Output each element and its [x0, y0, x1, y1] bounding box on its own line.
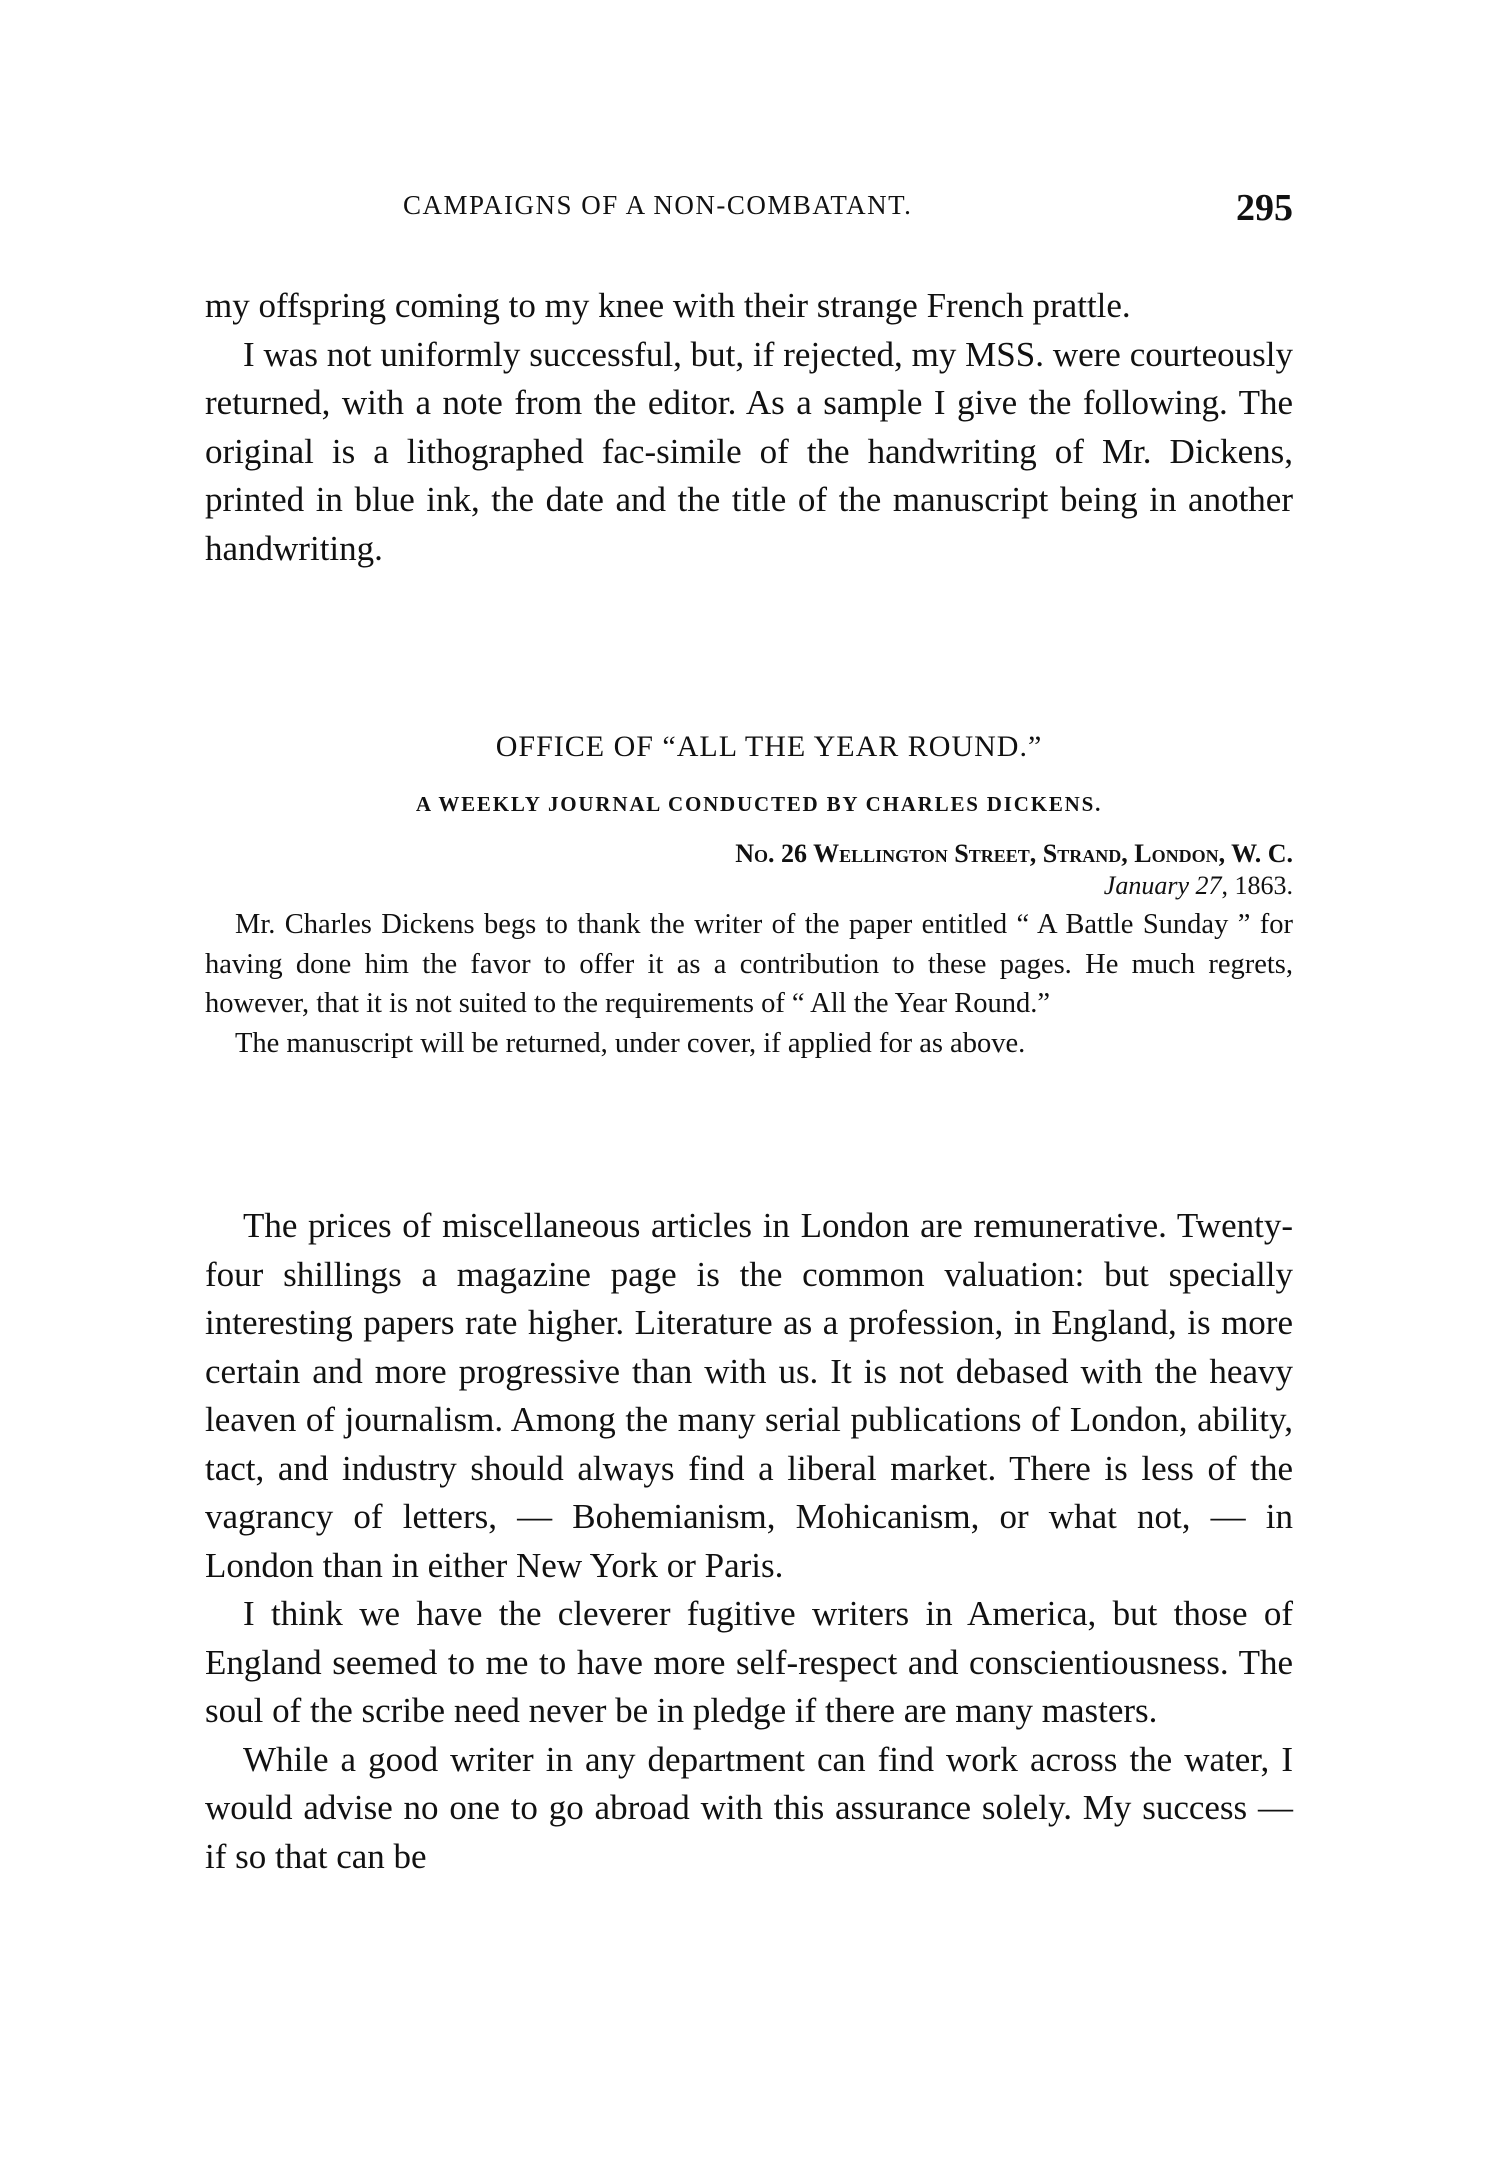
letter-date: [205, 871, 1293, 901]
paragraph-continuation: my offspring coming to my knee with their strange French prattle.: [205, 286, 1131, 325]
paragraph: I was not uniformly successful, but, if rejected, my MSS. were courteously returned, with a note from the editor. As a sample I give the following. The original is a lithographed fac-simile of the handwriting of Mr. Dickens, printed in blue ink, the date and the title of the manuscript being in another handwriting.: [205, 334, 1293, 568]
paragraph: While a good writer in any department can find work across the water, I would advise no one to go abroad with this assurance solely. My success — if so that can be: [205, 1739, 1293, 1876]
section-main: [205, 1202, 1293, 1881]
page-number: 295: [1236, 187, 1293, 229]
letter-body: [205, 905, 1293, 1063]
letter-paragraph: Mr. Charles Dickens begs to thank the writer of the paper entitled “ A Battle Sunday ” for having done him the favor to offer it as a contribution to these pages. He much regrets, however, that it is not suited to the requirements of “ All the Year Round.”: [205, 909, 1293, 1019]
paragraph: The prices of miscellaneous articles in London are remunerative. Twenty-four shillings a magazine page is the common valuation: but specially interesting papers rate higher. Literature as a profession, in England, is more certain and more progressive than with us. It is not debased with the heavy leaven of journalism. Among the many serial publications of London, ability, tact, and industry should always find a liberal market. There is less of the vagrancy of letters, — Bohemianism, Mohicanism, or what not, — in London than in either New York or Paris.: [205, 1206, 1293, 1585]
running-title: CAMPAIGNS OF A NON-COMBATANT.: [403, 190, 913, 220]
section-intro: [205, 282, 1293, 573]
paragraph: I think we have the cleverer fugitive writers in America, but those of England seemed to me to have more self-respect and conscientiousness. The soul of the scribe need never be in pledge if there are many masters.: [205, 1594, 1293, 1730]
quoted-letter: [205, 730, 1293, 1063]
letter-date-month-day: January 27: [1103, 871, 1222, 900]
letter-subtitle: A WEEKLY JOURNAL CONDUCTED BY CHARLES DICKENS.: [415, 792, 1103, 816]
letter-date-year: , 1863.: [1221, 871, 1293, 900]
letter-address: No. 26 Wellington Street, Strand, London, W. C.: [735, 839, 1293, 868]
letter-paragraph: The manuscript will be returned, under cover, if applied for as above.: [235, 1027, 1026, 1059]
running-head: [205, 186, 1293, 230]
letter-office-title: OFFICE OF “ALL THE YEAR ROUND.”: [495, 730, 1043, 763]
